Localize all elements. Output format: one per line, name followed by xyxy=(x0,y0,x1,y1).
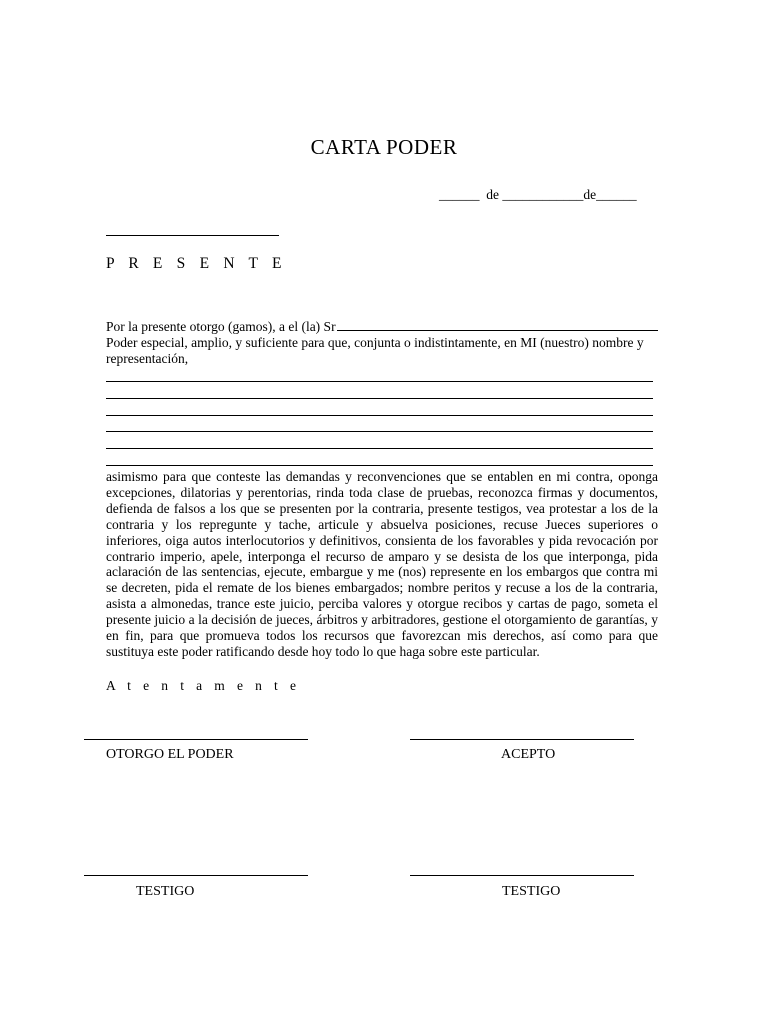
blank-line xyxy=(106,448,653,449)
witness-right-signature-label: TESTIGO xyxy=(502,884,561,899)
blank-line xyxy=(106,431,653,432)
document-title: CARTA PODER xyxy=(310,135,458,159)
blank-line xyxy=(106,465,653,466)
attorney-name-blank xyxy=(337,318,658,331)
date-line: ______ de ____________de______ xyxy=(439,187,637,202)
closing: A t e n t a m e n t e xyxy=(106,678,301,693)
blank-line xyxy=(106,381,653,382)
body-paragraph: asimismo para que conteste las demandas y reconvenciones que se entablen en mi contra, oponga excepciones, dilatorias y perentorias, rinda toda clase de pruebas, reconozca firmas y documentos, defienda de falsos a los que se presenten por la contraria, presente testigos, vea protestar a los de la contraria y los repregunte y tache, articule y absuelva posiciones, recuse Jueces superiores o inferiores, oiga autos interlocutorios y definitivos, consienta de los favorables y pida revocación por contrario imperio, apele, interponga el recurso de amparo y se desista de los que interponga, pida aclaración de las sentencias, ejecute, embargue y me (nos) represente en los embargos que contra mi se decreten, pida el remate de los bienes embargados; nombre peritos y recuse a los de la contraria, asista a almonedas, trance este juicio, perciba valores y otorgue recibos y cartas de pago, someta el presente juicio a la decisión de jueces, árbitros y arbitradores, gestione el otorgamiento de garantías, y en fin, para que promueva todos los recursos que favorezcan mis derechos, así como para que sustituya este poder ratificando desde hoy todo lo que haga sobre este particular. xyxy=(106,469,658,659)
intro-rest-text: Poder especial, amplio, y suficiente para que, conjunta o indistintamente, en MI (nuestro) nombre y representación, xyxy=(106,335,644,366)
salutation: P R E S E N T E xyxy=(106,255,287,272)
recipient-blank-line xyxy=(106,235,279,236)
representation-blank-lines xyxy=(106,381,653,482)
intro-start-text: Por la presente otorgo (gamos), a el (la) Sr xyxy=(106,319,336,334)
accept-signature-line xyxy=(410,739,634,740)
grantor-signature-line xyxy=(84,739,308,740)
intro-first-line xyxy=(106,318,658,335)
witness-right-signature-line xyxy=(410,875,634,876)
grantor-signature-label: OTORGO EL PODER xyxy=(106,747,234,762)
blank-line xyxy=(106,398,653,399)
intro-paragraph xyxy=(106,318,658,367)
accept-signature-label: ACEPTO xyxy=(501,747,556,762)
blank-line xyxy=(106,415,653,416)
witness-left-signature-label: TESTIGO xyxy=(136,884,195,899)
witness-left-signature-line xyxy=(84,875,308,876)
